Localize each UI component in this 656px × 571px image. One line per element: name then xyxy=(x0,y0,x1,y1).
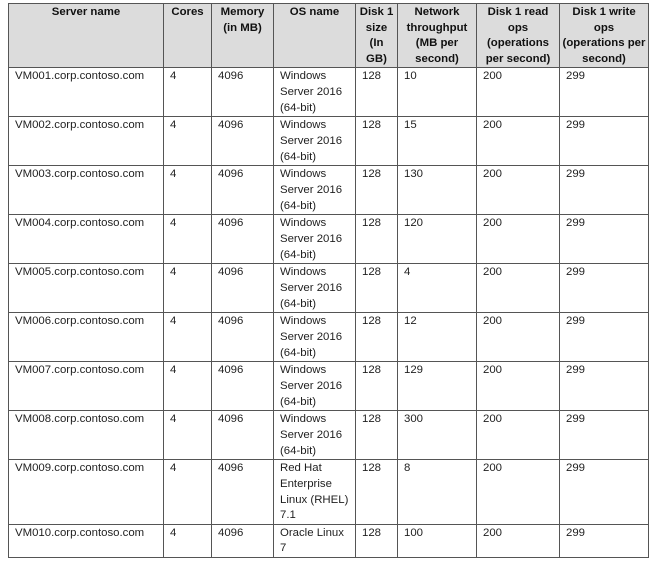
cell-disk-size: 128 xyxy=(356,460,398,524)
cell-os-name: Windows Server 2016 (64-bit) xyxy=(274,68,356,117)
cell-disk-size: 128 xyxy=(356,313,398,362)
cell-os-name: Windows Server 2016 (64-bit) xyxy=(274,166,356,215)
cell-server-name: VM005.corp.contoso.com xyxy=(9,264,164,313)
cell-os-name: Windows Server 2016 (64-bit) xyxy=(274,411,356,460)
cell-server-name: VM003.corp.contoso.com xyxy=(9,166,164,215)
cell-disk-write-ops: 299 xyxy=(560,460,649,524)
cell-disk-size: 128 xyxy=(356,362,398,411)
cell-network-throughput: 12 xyxy=(398,313,477,362)
cell-disk-read-ops: 200 xyxy=(477,313,560,362)
cell-network-throughput: 8 xyxy=(398,460,477,524)
table-row xyxy=(9,460,649,524)
cell-disk-size: 128 xyxy=(356,117,398,166)
cell-disk-size: 128 xyxy=(356,264,398,313)
cell-disk-read-ops: 200 xyxy=(477,215,560,264)
cell-disk-read-ops: 200 xyxy=(477,362,560,411)
cell-memory: 4096 xyxy=(212,524,274,557)
cell-disk-write-ops: 299 xyxy=(560,166,649,215)
table-row xyxy=(9,313,649,362)
table-row xyxy=(9,117,649,166)
cell-network-throughput: 15 xyxy=(398,117,477,166)
cell-memory: 4096 xyxy=(212,264,274,313)
header-disk-write-ops: Disk 1 write ops (operations per second) xyxy=(560,4,649,68)
cell-disk-write-ops: 299 xyxy=(560,362,649,411)
cell-disk-read-ops: 200 xyxy=(477,68,560,117)
cell-os-name: Windows Server 2016 (64-bit) xyxy=(274,215,356,264)
cell-disk-size: 128 xyxy=(356,68,398,117)
cell-disk-write-ops: 299 xyxy=(560,264,649,313)
cell-memory: 4096 xyxy=(212,411,274,460)
table-row xyxy=(9,166,649,215)
cell-os-name: Windows Server 2016 (64-bit) xyxy=(274,313,356,362)
table-row xyxy=(9,68,649,117)
table-row xyxy=(9,524,649,557)
header-disk-read-ops: Disk 1 read ops (operations per second) xyxy=(477,4,560,68)
cell-server-name: VM004.corp.contoso.com xyxy=(9,215,164,264)
cell-server-name: VM007.corp.contoso.com xyxy=(9,362,164,411)
cell-network-throughput: 120 xyxy=(398,215,477,264)
table-row xyxy=(9,264,649,313)
table-row xyxy=(9,362,649,411)
cell-server-name: VM006.corp.contoso.com xyxy=(9,313,164,362)
table-header-row xyxy=(9,4,649,68)
cell-disk-write-ops: 299 xyxy=(560,215,649,264)
cell-server-name: VM009.corp.contoso.com xyxy=(9,460,164,524)
cell-memory: 4096 xyxy=(212,68,274,117)
cell-disk-size: 128 xyxy=(356,215,398,264)
cell-network-throughput: 130 xyxy=(398,166,477,215)
cell-network-throughput: 129 xyxy=(398,362,477,411)
cell-disk-read-ops: 200 xyxy=(477,460,560,524)
cell-disk-size: 128 xyxy=(356,524,398,557)
cell-disk-read-ops: 200 xyxy=(477,117,560,166)
cell-disk-write-ops: 299 xyxy=(560,411,649,460)
cell-os-name: Windows Server 2016 (64-bit) xyxy=(274,264,356,313)
cell-server-name: VM010.corp.contoso.com xyxy=(9,524,164,557)
cell-server-name: VM001.corp.contoso.com xyxy=(9,68,164,117)
cell-server-name: VM002.corp.contoso.com xyxy=(9,117,164,166)
cell-cores: 4 xyxy=(164,313,212,362)
cell-os-name: Red Hat Enterprise Linux (RHEL) 7.1 xyxy=(274,460,356,524)
cell-disk-write-ops: 299 xyxy=(560,117,649,166)
header-network-throughput: Network throughput (MB per second) xyxy=(398,4,477,68)
cell-network-throughput: 4 xyxy=(398,264,477,313)
cell-cores: 4 xyxy=(164,68,212,117)
header-os-name: OS name xyxy=(274,4,356,68)
cell-cores: 4 xyxy=(164,264,212,313)
cell-disk-read-ops: 200 xyxy=(477,264,560,313)
header-memory: Memory (in MB) xyxy=(212,4,274,68)
table-row xyxy=(9,411,649,460)
cell-disk-read-ops: 200 xyxy=(477,166,560,215)
cell-memory: 4096 xyxy=(212,215,274,264)
cell-network-throughput: 300 xyxy=(398,411,477,460)
cell-cores: 4 xyxy=(164,215,212,264)
table-row xyxy=(9,215,649,264)
header-disk-size: Disk 1 size (In GB) xyxy=(356,4,398,68)
cell-disk-write-ops: 299 xyxy=(560,68,649,117)
header-server-name: Server name xyxy=(9,4,164,68)
cell-cores: 4 xyxy=(164,524,212,557)
cell-disk-size: 128 xyxy=(356,166,398,215)
cell-disk-write-ops: 299 xyxy=(560,313,649,362)
cell-disk-read-ops: 200 xyxy=(477,411,560,460)
cell-disk-size: 128 xyxy=(356,411,398,460)
cell-disk-read-ops: 200 xyxy=(477,524,560,557)
cell-os-name: Oracle Linux 7 xyxy=(274,524,356,557)
cell-network-throughput: 10 xyxy=(398,68,477,117)
cell-memory: 4096 xyxy=(212,460,274,524)
cell-os-name: Windows Server 2016 (64-bit) xyxy=(274,362,356,411)
cell-cores: 4 xyxy=(164,166,212,215)
cell-disk-write-ops: 299 xyxy=(560,524,649,557)
cell-server-name: VM008.corp.contoso.com xyxy=(9,411,164,460)
cell-network-throughput: 100 xyxy=(398,524,477,557)
cell-cores: 4 xyxy=(164,411,212,460)
cell-os-name: Windows Server 2016 (64-bit) xyxy=(274,117,356,166)
header-cores: Cores xyxy=(164,4,212,68)
cell-cores: 4 xyxy=(164,117,212,166)
server-table xyxy=(8,3,649,558)
cell-cores: 4 xyxy=(164,460,212,524)
cell-memory: 4096 xyxy=(212,166,274,215)
cell-memory: 4096 xyxy=(212,313,274,362)
cell-memory: 4096 xyxy=(212,117,274,166)
cell-cores: 4 xyxy=(164,362,212,411)
cell-memory: 4096 xyxy=(212,362,274,411)
